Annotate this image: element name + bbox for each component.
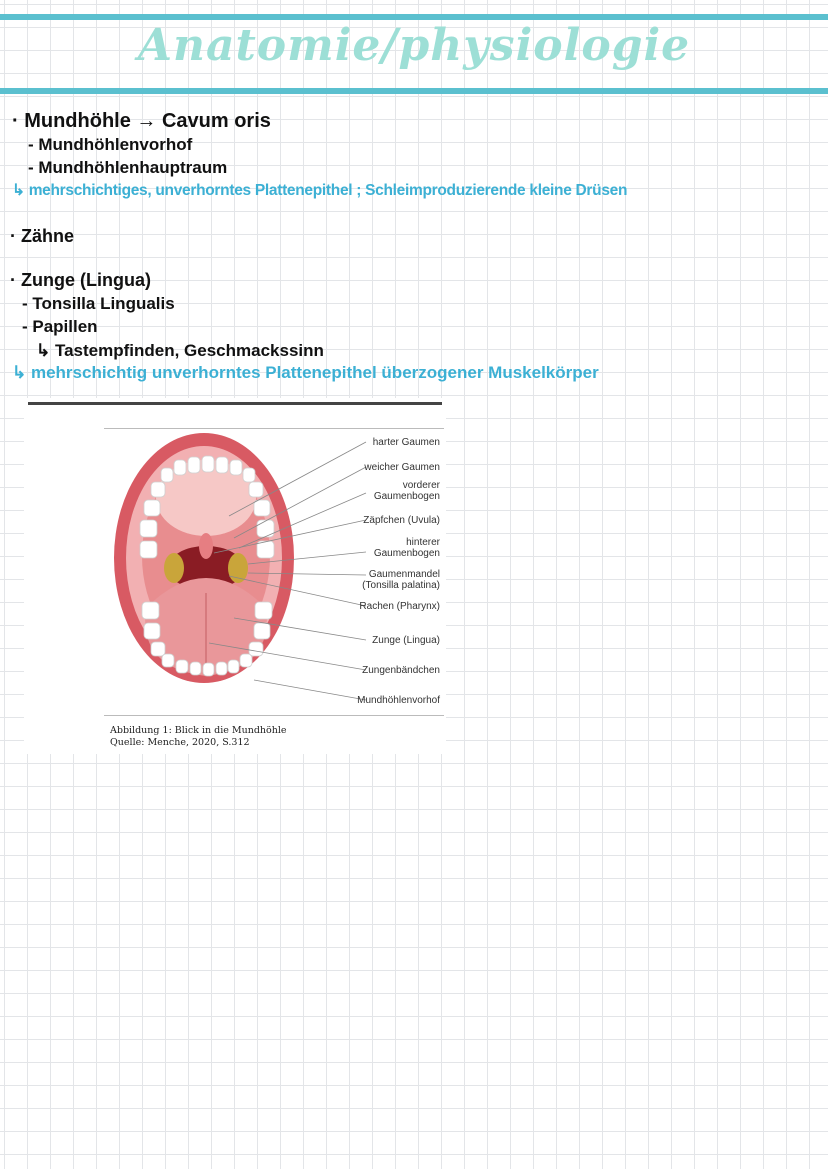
note-epithel-zunge: ↳ mehrschichtig unverhorntes Plattenepithel überzogener Muskelkörper (12, 363, 599, 382)
note-tastempfinden: ↳ Tastempfinden, Geschmackssinn (36, 341, 324, 360)
label-gaumenmandel: Gaumenmandel (368, 569, 440, 580)
header-rule-bottom (0, 88, 828, 94)
label-rachen: Rachen (Pharynx) (359, 601, 440, 612)
page-title: Anatomie/physiologie (137, 20, 691, 71)
label-weicher-gaumen: weicher Gaumen (364, 462, 440, 473)
label-zaepfchen: Zäpfchen (Uvula) (363, 515, 440, 526)
note-mundhoehlenhauptraum: - Mundhöhlenhauptraum (28, 158, 228, 177)
label-gaumenbogen-hinten: Gaumenbogen (373, 548, 440, 559)
note-tonsilla-lingualis: - Tonsilla Lingualis (22, 294, 175, 313)
figure-mundhoehle (24, 398, 446, 754)
note-mundhoehle: · Mundhöhle → Cavum oris (12, 110, 271, 132)
figure-caption: Abbildung 1: Blick in die Mundhöhle (110, 725, 287, 736)
note-papillen: - Papillen (22, 317, 98, 336)
note-epithel-mundhoehle: ↳ mehrschichtiges, unverhorntes Plattenepithel ; Schleimproduzierende kleine Drüsen (12, 182, 628, 199)
label-mundhoehlenvorhof: Mundhöhlenvorhof (357, 695, 440, 706)
figure-source: Quelle: Menche, 2020, S.312 (110, 737, 250, 748)
label-gaumenbogen-vorne: Gaumenbogen (373, 491, 440, 502)
figure-top-rule (28, 402, 442, 405)
note-zaehne: · Zähne (10, 226, 75, 246)
note-zunge: · Zunge (Lingua) (10, 270, 151, 290)
label-vorderer: vorderer (402, 480, 440, 491)
label-hinterer: hinterer (406, 537, 440, 548)
mouth-illustration (24, 428, 446, 738)
note-mundhoehlenvorhof: - Mundhöhlenvorhof (28, 135, 193, 154)
label-tonsilla-palatina: (Tonsilla palatina) (362, 580, 440, 591)
figure-frame-bottom (104, 715, 444, 716)
label-zunge: Zunge (Lingua) (372, 635, 440, 646)
label-harter-gaumen: harter Gaumen (372, 437, 440, 448)
label-zungenbaendchen: Zungenbändchen (362, 665, 440, 676)
